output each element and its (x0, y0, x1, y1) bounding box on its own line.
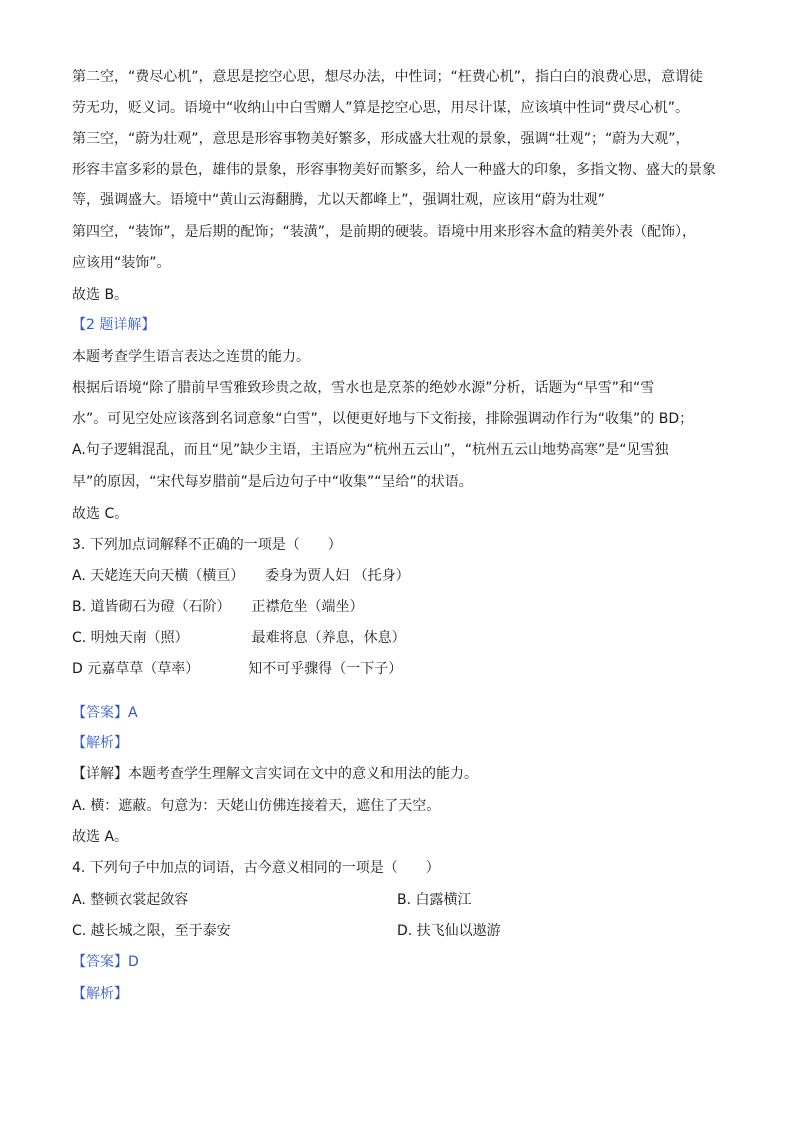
analysis-label: 【解析】 (72, 735, 128, 751)
text-line: 早”的原因，“宋代每岁腊前”是后边句子中“收集”“呈给”的状语。 (72, 474, 473, 490)
text-line: 水”。可见空处应该落到名词意象“白雪”，以便更好地与下文衔接，排除强调动作行为“收集”的 BD； (72, 411, 694, 427)
text-line: 故选 B。 (72, 287, 129, 303)
text-line: 应该用“装饰”。 (72, 255, 171, 271)
option-b: B. 道皆砌石为磴（石阶） 正襟危坐（端坐） (72, 599, 364, 615)
analysis-label: 【解析】 (72, 986, 128, 1002)
answer-label: 【答案】D (72, 954, 139, 970)
text-line: 故选 A。 (72, 829, 129, 845)
option-d: D. 扶飞仙以遨游 (397, 923, 501, 939)
text-line: A. 横：遮蔽。句意为：天姥山仿佛连接着天，遮住了天空。 (72, 798, 441, 814)
detail-line: 【详解】本题考查学生理解文言实词在文中的意义和用法的能力。 (72, 766, 478, 782)
section-label: 【2 题详解】 (72, 317, 156, 333)
text-line: 第二空，“费尽心机”，意思是挖空心思，想尽办法，中性词；“枉费心机”，指白白的浪费心思，意谓徒 (72, 69, 704, 85)
text-line: 形容丰富多彩的景色，雄伟的景象，形容事物美好而繁多，给人一种盛大的印象，多指文物、盛大的景象 (72, 162, 716, 178)
question-3: 3. 下列加点词解释不正确的一项是（ ） (72, 537, 342, 553)
text-line: 第四空，“装饰”，是后期的配饰；“装潢”，是前期的硬装。语境中用来形容木盒的精美外表（配饰）， (72, 224, 697, 240)
text-line: A.句子逻辑混乱，而且“见”缺少主语，主语应为“杭州五云山”，“杭州五云山地势高寒”是“见雪独 (72, 442, 669, 458)
text-line: 劳无功，贬义词。语境中“收纳山中白雪赠人”算是挖空心思，用尽计谋，应该填中性词“费尽心机”。 (72, 100, 690, 116)
text-line: 第三空，“蔚为壮观”，意思是形容事物美好繁多，形成盛大壮观的景象，强调“壮观”；“蔚为大观”， (72, 131, 690, 147)
option-c: C. 明烛天南（照） 最难将息（养息，休息） (72, 630, 406, 646)
option-a: A. 整顿衣裳起敛容 (72, 892, 189, 908)
question-4: 4. 下列句子中加点的词语，古今意义相同的一项是（ ） (72, 860, 440, 876)
answer-label: 【答案】A (72, 705, 138, 721)
option-b: B. 白露横江 (397, 892, 472, 908)
option-c: C. 越长城之限，至于泰安 (72, 923, 231, 939)
text-line: 故选 C。 (72, 506, 129, 522)
text-line: 等，强调盛大。语境中“黄山云海翻腾，尤以天都峰上”，强调壮观，应该用“蔚为壮观” (72, 192, 606, 208)
option-a: A. 天姥连天向天横（横亘） 委身为贾人妇 （托身） (72, 568, 410, 584)
option-d: D 元嘉草草（草率） 知不可乎骤得（一下子） (72, 661, 403, 677)
text-line: 本题考查学生语言表达之连贯的能力。 (72, 349, 310, 365)
text-line: 根据后语境“除了腊前早雪雅致珍贵之故，雪水也是烹茶的绝妙水源”分析，话题为“早雪”和“雪 (72, 380, 655, 396)
